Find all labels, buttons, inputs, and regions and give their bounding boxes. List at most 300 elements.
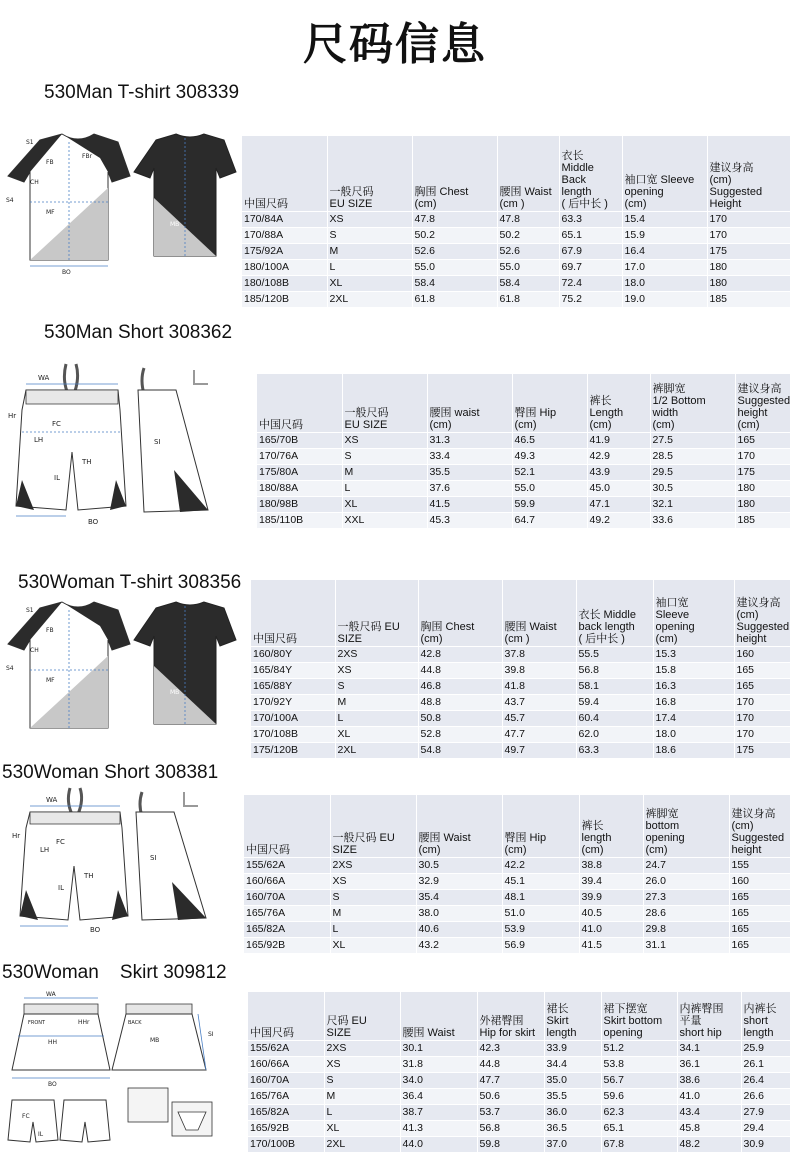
table-row xyxy=(248,1056,790,1072)
table-cell: 175 xyxy=(735,464,790,480)
column-header: 裙下摆宽 Skirt bottom opening xyxy=(601,992,677,1040)
table-cell: XL xyxy=(335,726,418,742)
table-cell: 45.8 xyxy=(677,1120,741,1136)
table-row xyxy=(251,662,790,678)
table-cell: 170/100A xyxy=(251,710,335,726)
table-cell: 45.1 xyxy=(502,873,579,889)
table-cell: 45.7 xyxy=(502,710,576,726)
table-cell: 69.7 xyxy=(559,259,622,275)
table-cell: 170/92Y xyxy=(251,694,335,710)
table-cell: 36.1 xyxy=(677,1056,741,1072)
column-header: 内裤臀围 平量 short hip xyxy=(677,992,741,1040)
label-fb: FB xyxy=(46,627,54,634)
table-cell: 64.7 xyxy=(512,512,587,528)
label-lh: LH xyxy=(40,846,50,854)
table-cell: 180/88A xyxy=(257,480,342,496)
size-table-woman-skirt xyxy=(248,992,790,1152)
column-header: 腰围 Waist (cm ) xyxy=(502,580,576,646)
label-wa: WA xyxy=(46,991,56,998)
table-row xyxy=(244,905,790,921)
table-row xyxy=(242,211,790,227)
table-cell: 35.5 xyxy=(427,464,512,480)
table-cell: 43.7 xyxy=(502,694,576,710)
table-cell: 56.7 xyxy=(601,1072,677,1088)
table-cell: 56.8 xyxy=(576,662,653,678)
table-cell: 2XS xyxy=(324,1040,400,1056)
table-cell: 33.9 xyxy=(544,1040,601,1056)
table-cell: 165/82A xyxy=(244,921,330,937)
table-cell: 17.4 xyxy=(653,710,734,726)
table-cell: 170 xyxy=(734,726,790,742)
table-cell: 26.1 xyxy=(741,1056,790,1072)
table-row xyxy=(242,259,790,275)
column-header: 臀围 Hip (cm) xyxy=(512,374,587,432)
table-cell: M xyxy=(327,243,412,259)
column-header: 中国尺码 xyxy=(257,374,342,432)
table-cell: 27.5 xyxy=(650,432,735,448)
table-cell: L xyxy=(342,480,427,496)
table-row xyxy=(248,1088,790,1104)
table-cell: 43.4 xyxy=(677,1104,741,1120)
table-cell: 24.7 xyxy=(643,857,729,873)
table-cell: 41.3 xyxy=(400,1120,477,1136)
table-cell: XS xyxy=(330,873,416,889)
table-cell: 180 xyxy=(707,275,790,291)
table-row xyxy=(257,464,790,480)
table-cell: 44.8 xyxy=(418,662,502,678)
table-cell: 56.9 xyxy=(502,937,579,953)
label-ch: CH xyxy=(30,179,39,186)
table-cell: 33.6 xyxy=(650,512,735,528)
man-short-illustration xyxy=(4,360,234,530)
table-cell: 41.8 xyxy=(502,678,576,694)
table-cell: 180/100A xyxy=(242,259,327,275)
table-cell: 37.8 xyxy=(502,646,576,662)
short-side-diagram xyxy=(136,792,206,920)
label-il: IL xyxy=(58,884,64,892)
table-cell: 52.8 xyxy=(418,726,502,742)
column-header: 建议身高 (cm) Suggested height xyxy=(729,795,790,857)
label-mb: MB xyxy=(170,689,180,696)
table-row xyxy=(257,480,790,496)
table-cell: 170/108B xyxy=(251,726,335,742)
inner-short-diagrams xyxy=(8,1088,212,1142)
table-cell: XL xyxy=(324,1120,400,1136)
table-cell: 170 xyxy=(734,710,790,726)
table-cell: 61.8 xyxy=(497,291,559,307)
table-cell: 165 xyxy=(729,905,790,921)
table-cell: 55.0 xyxy=(512,480,587,496)
table-cell: 26.6 xyxy=(741,1088,790,1104)
table-cell: 175/80A xyxy=(257,464,342,480)
table-row xyxy=(257,448,790,464)
table-cell: 42.2 xyxy=(502,857,579,873)
table-cell: S xyxy=(330,889,416,905)
table-cell: 34.0 xyxy=(400,1072,477,1088)
label-hr: Hr xyxy=(12,832,21,840)
column-header: 外裙臀围 Hip for skirt xyxy=(477,992,544,1040)
table-cell: 53.9 xyxy=(502,921,579,937)
table-row xyxy=(242,275,790,291)
table-cell: 19.0 xyxy=(622,291,707,307)
label-lh: LH xyxy=(34,436,44,444)
tshirt-back-diagram xyxy=(134,602,236,724)
table-cell: 27.3 xyxy=(643,889,729,905)
table-cell: 44.0 xyxy=(400,1136,477,1152)
table-cell: 44.8 xyxy=(477,1056,544,1072)
table-cell: 185/110B xyxy=(257,512,342,528)
table-cell: S xyxy=(327,227,412,243)
column-header: 尺码 EU SIZE xyxy=(324,992,400,1040)
column-header: 胸围 Chest (cm) xyxy=(418,580,502,646)
table-cell: 52.1 xyxy=(512,464,587,480)
table-cell: M xyxy=(330,905,416,921)
table-cell: 175 xyxy=(707,243,790,259)
table-cell: 165/88Y xyxy=(251,678,335,694)
table-cell: 54.8 xyxy=(418,742,502,758)
column-header: 中国尺码 xyxy=(248,992,324,1040)
table-cell: 61.8 xyxy=(412,291,497,307)
tshirt-back-diagram xyxy=(134,134,236,256)
table-cell: 43.2 xyxy=(416,937,502,953)
table-cell: 185/120B xyxy=(242,291,327,307)
table-cell: 165/84Y xyxy=(251,662,335,678)
table-row xyxy=(248,1120,790,1136)
column-header: 衣长 Middle back length ( 后中长 ) xyxy=(576,580,653,646)
label-wa: WA xyxy=(38,374,50,382)
table-row xyxy=(251,646,790,662)
label-hhr: HHr xyxy=(78,1019,90,1026)
table-cell: 36.5 xyxy=(544,1120,601,1136)
label-mb: MB xyxy=(170,221,180,228)
table-cell: 65.1 xyxy=(601,1120,677,1136)
table-cell: 34.1 xyxy=(677,1040,741,1056)
short-front-diagram xyxy=(8,364,126,526)
table-cell: 2XL xyxy=(335,742,418,758)
woman-short-illustration xyxy=(10,786,240,936)
table-cell: 32.9 xyxy=(416,873,502,889)
table-row xyxy=(248,1104,790,1120)
table-cell: 42.8 xyxy=(418,646,502,662)
table-row xyxy=(242,291,790,307)
table-cell: XS xyxy=(342,432,427,448)
table-cell: 165/92B xyxy=(248,1120,324,1136)
table-cell: 49.3 xyxy=(512,448,587,464)
table-cell: 53.8 xyxy=(601,1056,677,1072)
table-cell: 17.0 xyxy=(622,259,707,275)
section-title-man-tshirt: 530Man T-shirt 308339 xyxy=(44,82,240,103)
table-cell: 28.5 xyxy=(650,448,735,464)
table-cell: S xyxy=(342,448,427,464)
table-cell: 39.4 xyxy=(579,873,643,889)
label-wa: WA xyxy=(46,796,58,804)
table-row xyxy=(244,889,790,905)
table-cell: 39.8 xyxy=(502,662,576,678)
table-cell: 18.6 xyxy=(653,742,734,758)
table-cell: 52.6 xyxy=(412,243,497,259)
table-cell: 63.3 xyxy=(576,742,653,758)
table-cell: 155 xyxy=(729,857,790,873)
table-cell: 25.9 xyxy=(741,1040,790,1056)
table-row xyxy=(248,1136,790,1152)
table-cell: 29.8 xyxy=(643,921,729,937)
table-cell: 38.6 xyxy=(677,1072,741,1088)
table-cell: 43.9 xyxy=(587,464,650,480)
table-cell: 160/66A xyxy=(248,1056,324,1072)
table-cell: 2XS xyxy=(330,857,416,873)
table-cell: 38.8 xyxy=(579,857,643,873)
column-header: 臀围 Hip (cm) xyxy=(502,795,579,857)
label-back: BACK xyxy=(128,1020,142,1026)
table-row xyxy=(257,432,790,448)
table-cell: L xyxy=(324,1104,400,1120)
label-bo: BO xyxy=(90,926,101,934)
table-cell: 30.5 xyxy=(416,857,502,873)
table-cell: 31.1 xyxy=(643,937,729,953)
table-cell: 39.9 xyxy=(579,889,643,905)
table-cell: 160/70A xyxy=(244,889,330,905)
column-header: 中国尺码 xyxy=(251,580,335,646)
column-header: 腰围 Waist xyxy=(400,992,477,1040)
table-cell: 45.0 xyxy=(587,480,650,496)
table-row xyxy=(257,512,790,528)
table-cell: XL xyxy=(327,275,412,291)
table-row xyxy=(251,694,790,710)
table-cell: 16.3 xyxy=(653,678,734,694)
table-cell: 175 xyxy=(734,742,790,758)
size-table-woman-tshirt xyxy=(251,580,790,758)
column-header: 一般尺码 EU SIZE xyxy=(327,136,412,211)
table-cell: 180/108B xyxy=(242,275,327,291)
table-cell: 165 xyxy=(729,937,790,953)
skirt-front-diagram xyxy=(12,991,110,1088)
table-cell: 170/100B xyxy=(248,1136,324,1152)
table-cell: 59.4 xyxy=(576,694,653,710)
table-cell: 165 xyxy=(735,432,790,448)
table-cell: 160 xyxy=(729,873,790,889)
table-cell: 50.6 xyxy=(477,1088,544,1104)
table-cell: 58.4 xyxy=(412,275,497,291)
table-cell: 60.4 xyxy=(576,710,653,726)
table-cell: 165 xyxy=(729,921,790,937)
table-cell: 29.5 xyxy=(650,464,735,480)
table-cell: 56.8 xyxy=(477,1120,544,1136)
label-s4: S4 xyxy=(6,197,14,204)
table-cell: 35.4 xyxy=(416,889,502,905)
table-body xyxy=(251,646,790,758)
table-body xyxy=(257,432,790,528)
table-cell: 160/70A xyxy=(248,1072,324,1088)
label-mb: MB xyxy=(150,1037,160,1044)
column-header: 裤脚宽 1/2 Bottom width (cm) xyxy=(650,374,735,432)
table-cell: 26.4 xyxy=(741,1072,790,1088)
table-row xyxy=(257,496,790,512)
table-cell: 2XL xyxy=(327,291,412,307)
table-cell: 34.4 xyxy=(544,1056,601,1072)
column-header: 裤脚宽 bottom opening (cm) xyxy=(643,795,729,857)
table-cell: 175/92A xyxy=(242,243,327,259)
table-row xyxy=(244,937,790,953)
table-cell: 175/120B xyxy=(251,742,335,758)
table-cell: 59.8 xyxy=(477,1136,544,1152)
table-cell: 47.8 xyxy=(497,211,559,227)
table-row xyxy=(242,227,790,243)
table-cell: 62.3 xyxy=(601,1104,677,1120)
table-cell: M xyxy=(342,464,427,480)
label-bo: BO xyxy=(62,269,71,276)
table-cell: 42.3 xyxy=(477,1040,544,1056)
table-cell: 47.1 xyxy=(587,496,650,512)
table-cell: 30.1 xyxy=(400,1040,477,1056)
table-cell: 52.6 xyxy=(497,243,559,259)
table-row xyxy=(251,710,790,726)
table-header-row xyxy=(248,992,790,1040)
label-th: TH xyxy=(82,458,92,466)
table-cell: 170 xyxy=(707,211,790,227)
table-cell: 160/66A xyxy=(244,873,330,889)
label-fb: FB xyxy=(46,159,54,166)
table-cell: 165 xyxy=(729,889,790,905)
table-cell: 41.9 xyxy=(587,432,650,448)
column-header: 裤长 length (cm) xyxy=(579,795,643,857)
table-cell: 170/88A xyxy=(242,227,327,243)
table-cell: S xyxy=(324,1072,400,1088)
column-header: 袖口宽 Sleeve opening (cm) xyxy=(653,580,734,646)
table-row xyxy=(251,726,790,742)
table-cell: 30.5 xyxy=(650,480,735,496)
table-cell: 36.0 xyxy=(544,1104,601,1120)
column-header: 内裤长 short length xyxy=(741,992,790,1040)
table-cell: 180 xyxy=(707,259,790,275)
man-tshirt-illustration xyxy=(0,128,240,278)
table-header-row xyxy=(242,136,790,211)
section-title-man-short: 530Man Short 308362 xyxy=(44,322,233,343)
table-cell: 48.8 xyxy=(418,694,502,710)
table-cell: XS xyxy=(335,662,418,678)
table-cell: 31.8 xyxy=(400,1056,477,1072)
table-cell: 46.8 xyxy=(418,678,502,694)
size-table-man-tshirt xyxy=(242,136,790,307)
section-title-woman-tshirt: 530Woman T-shirt 308356 xyxy=(18,572,242,593)
table-cell: 65.1 xyxy=(559,227,622,243)
table-cell: 155/62A xyxy=(248,1040,324,1056)
label-fc: FC xyxy=(56,838,65,846)
column-header: 中国尺码 xyxy=(242,136,327,211)
label-hh: HH xyxy=(48,1039,58,1046)
table-cell: 41.5 xyxy=(579,937,643,953)
table-cell: 46.5 xyxy=(512,432,587,448)
table-cell: 2XS xyxy=(335,646,418,662)
table-cell: 63.3 xyxy=(559,211,622,227)
table-cell: 40.5 xyxy=(579,905,643,921)
table-cell: 160 xyxy=(734,646,790,662)
label-fbr: FBr xyxy=(82,153,93,160)
table-cell: 48.1 xyxy=(502,889,579,905)
table-cell: 49.2 xyxy=(587,512,650,528)
table-cell: 58.1 xyxy=(576,678,653,694)
table-cell: 67.8 xyxy=(601,1136,677,1152)
table-cell: 49.7 xyxy=(502,742,576,758)
table-cell: 50.8 xyxy=(418,710,502,726)
table-cell: S xyxy=(335,678,418,694)
table-cell: 50.2 xyxy=(412,227,497,243)
table-cell: 180 xyxy=(735,480,790,496)
table-body xyxy=(244,857,790,953)
label-si: SI xyxy=(150,854,157,862)
table-cell: 55.5 xyxy=(576,646,653,662)
table-cell: 55.0 xyxy=(497,259,559,275)
table-cell: 165 xyxy=(734,662,790,678)
table-cell: 16.8 xyxy=(653,694,734,710)
table-row xyxy=(244,921,790,937)
table-cell: 38.7 xyxy=(400,1104,477,1120)
size-table-man-short xyxy=(257,374,790,528)
column-header: 衣长 Middle Back length ( 后中长 ) xyxy=(559,136,622,211)
table-header-row xyxy=(257,374,790,432)
table-cell: 26.0 xyxy=(643,873,729,889)
table-cell: 165/76A xyxy=(248,1088,324,1104)
table-cell: L xyxy=(330,921,416,937)
table-cell: XS xyxy=(327,211,412,227)
column-header: 一般尺码 EU SIZE xyxy=(330,795,416,857)
table-cell: 170/76A xyxy=(257,448,342,464)
table-cell: 18.0 xyxy=(653,726,734,742)
table-cell: 47.7 xyxy=(477,1072,544,1088)
column-header: 腰围 Waist (cm) xyxy=(416,795,502,857)
table-header-row xyxy=(244,795,790,857)
table-cell: 165/82A xyxy=(248,1104,324,1120)
table-cell: 30.9 xyxy=(741,1136,790,1152)
table-cell: 38.0 xyxy=(416,905,502,921)
table-cell: 16.4 xyxy=(622,243,707,259)
label-s1: S1 xyxy=(26,607,34,614)
table-cell: 58.4 xyxy=(497,275,559,291)
table-row xyxy=(248,1072,790,1088)
table-cell: 165 xyxy=(734,678,790,694)
table-cell: 36.4 xyxy=(400,1088,477,1104)
table-cell: 185 xyxy=(707,291,790,307)
table-cell: 37.6 xyxy=(427,480,512,496)
table-cell: 2XL xyxy=(324,1136,400,1152)
table-cell: 165/92B xyxy=(244,937,330,953)
table-cell: 170 xyxy=(734,694,790,710)
size-table-woman-short xyxy=(244,795,790,953)
table-cell: 41.0 xyxy=(677,1088,741,1104)
table-cell: XL xyxy=(342,496,427,512)
table-cell: 15.3 xyxy=(653,646,734,662)
column-header: 建议身高 Suggested height (cm) xyxy=(735,374,790,432)
table-cell: 15.4 xyxy=(622,211,707,227)
label-bo: BO xyxy=(88,518,99,526)
table-cell: 67.9 xyxy=(559,243,622,259)
table-cell: M xyxy=(335,694,418,710)
table-cell: 55.0 xyxy=(412,259,497,275)
table-cell: 47.7 xyxy=(502,726,576,742)
label-front: FRONT xyxy=(28,1020,46,1026)
table-cell: 165/76A xyxy=(244,905,330,921)
table-cell: XS xyxy=(324,1056,400,1072)
table-row xyxy=(244,857,790,873)
table-row xyxy=(248,1040,790,1056)
label-il: IL xyxy=(38,1131,44,1138)
column-header: 一般尺码 EU SIZE xyxy=(335,580,418,646)
table-cell: L xyxy=(327,259,412,275)
table-cell: 185 xyxy=(735,512,790,528)
table-cell: 180 xyxy=(735,496,790,512)
table-cell: 72.4 xyxy=(559,275,622,291)
label-mf: MF xyxy=(46,209,55,216)
table-cell: 32.1 xyxy=(650,496,735,512)
